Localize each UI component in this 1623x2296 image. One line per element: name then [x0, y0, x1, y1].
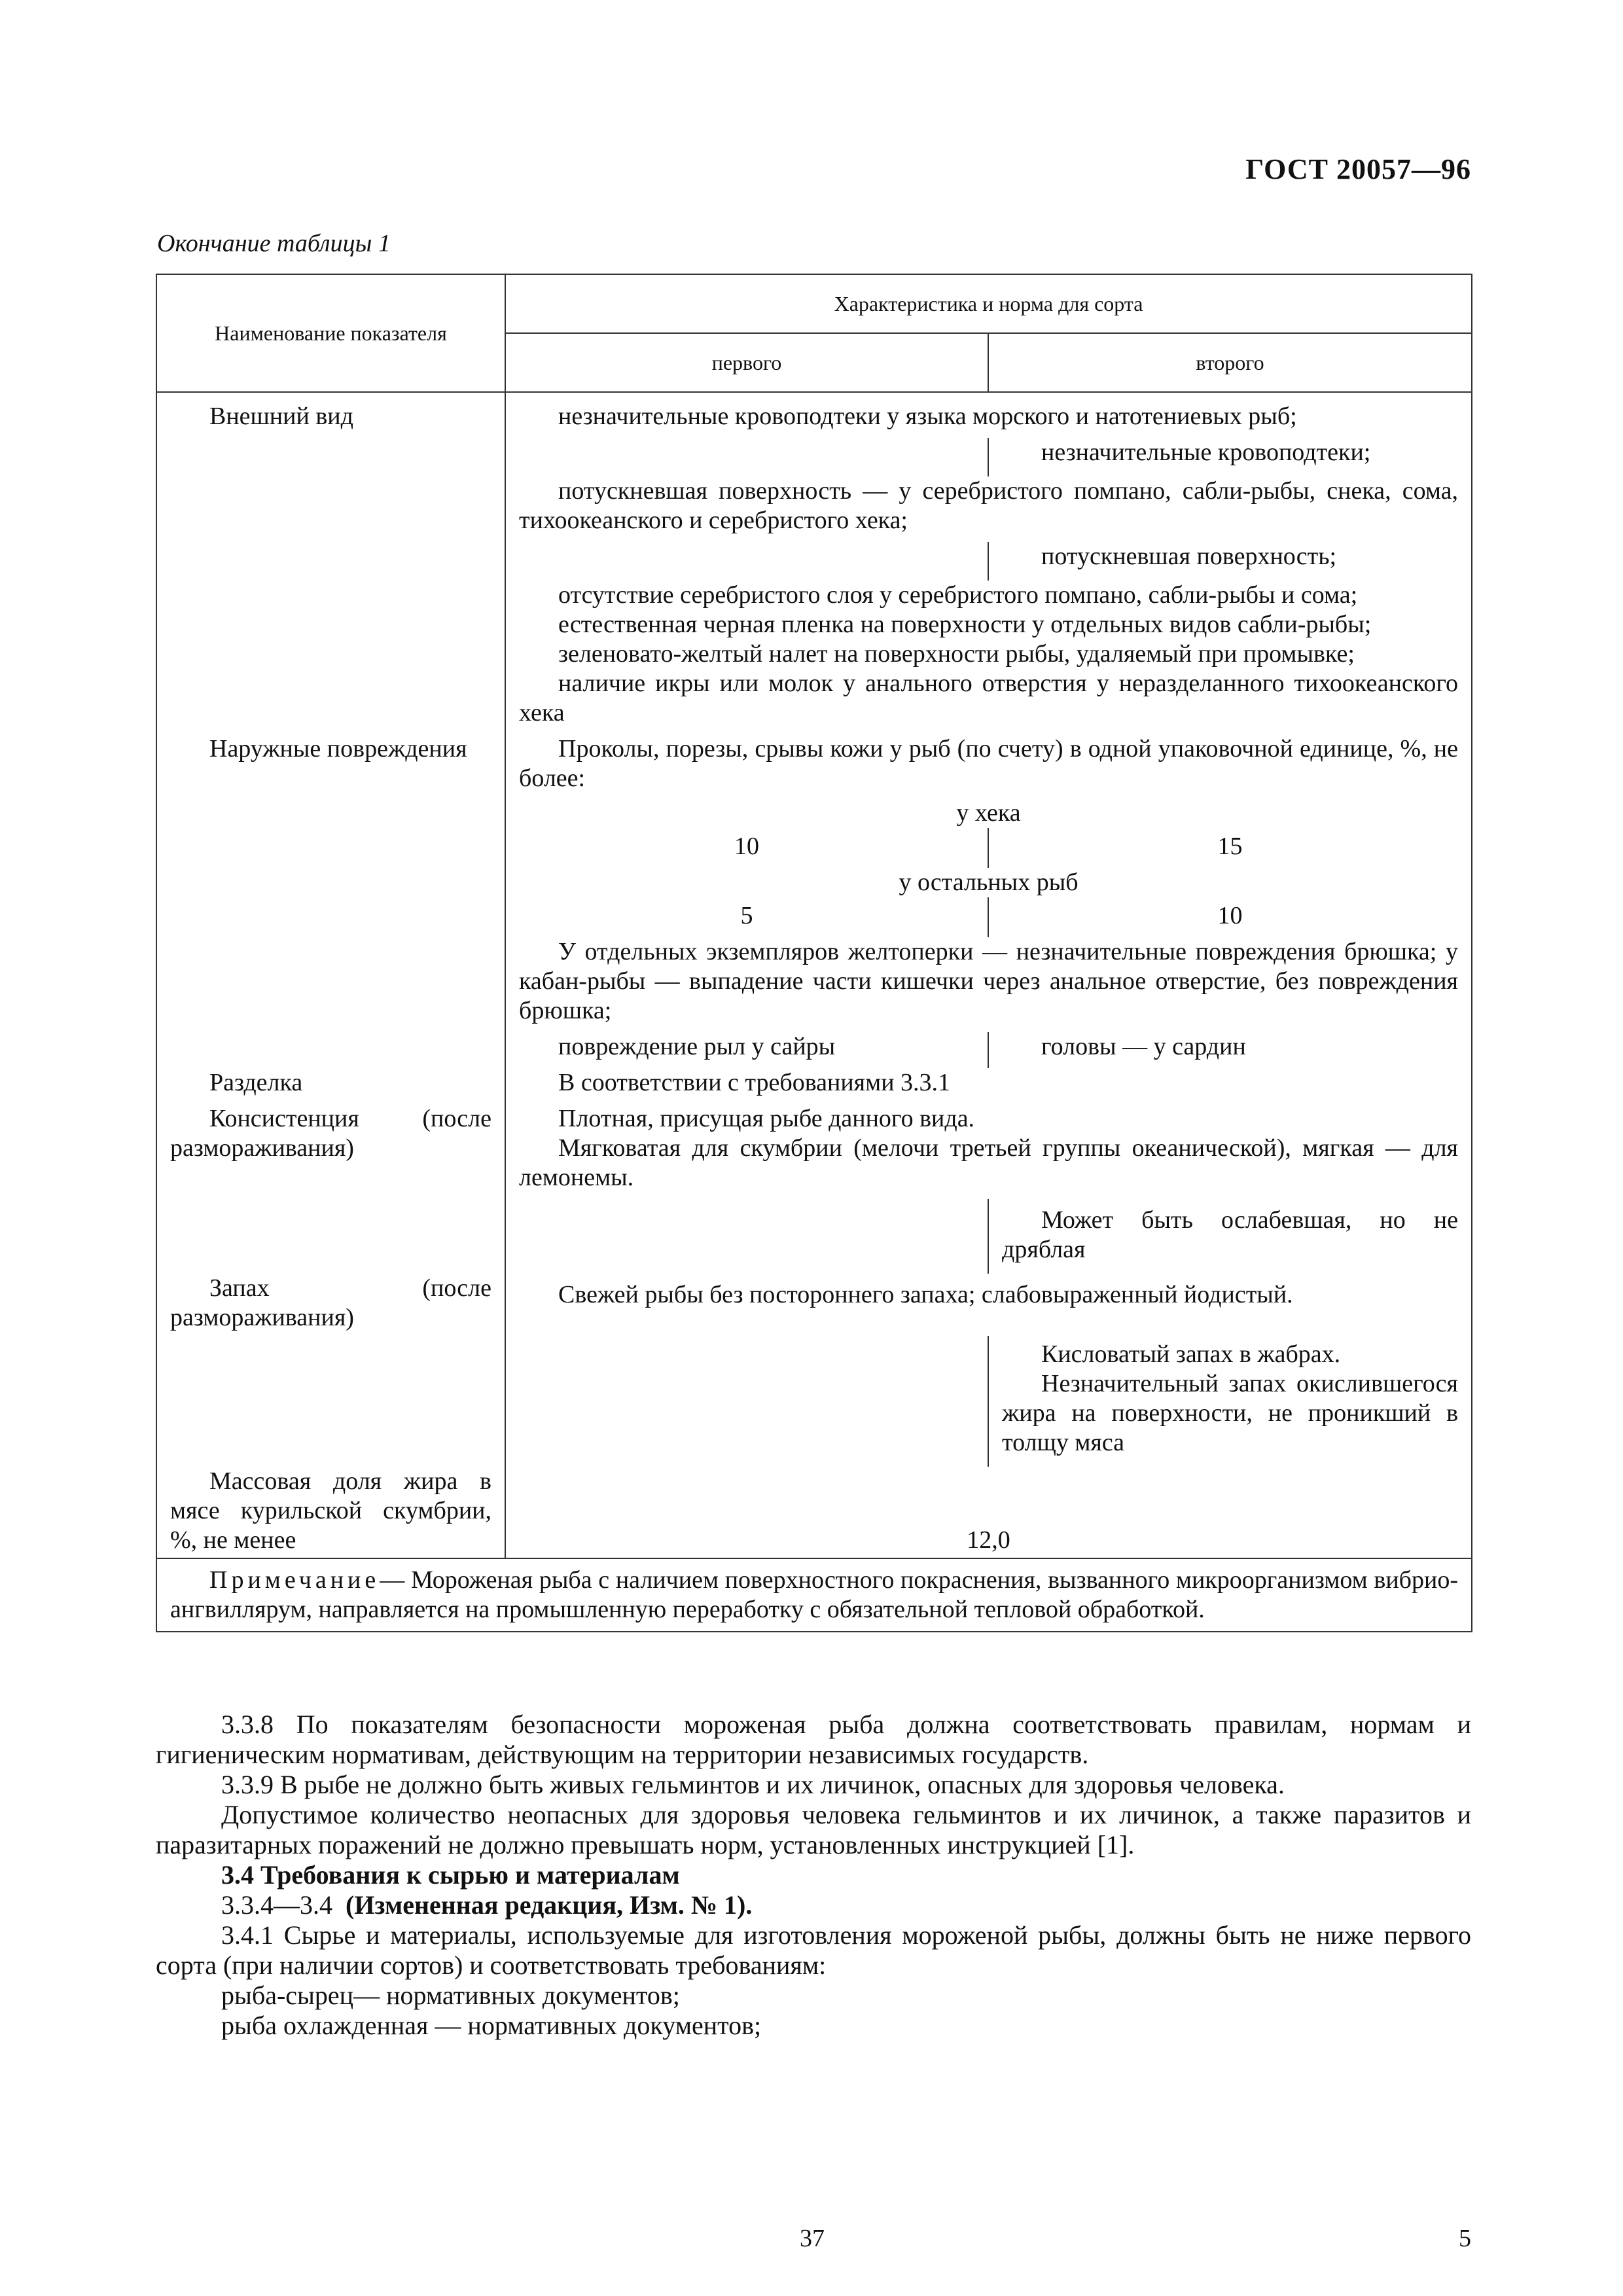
list-item: рыба-сырец— нормативных документов;	[221, 1981, 680, 2010]
cell-first	[505, 1336, 988, 1467]
cell-first: 10	[505, 828, 988, 868]
cell-first	[505, 1199, 988, 1274]
note-label: Примечание	[209, 1566, 380, 1594]
table-row	[156, 1104, 1472, 1199]
row-name-consistency: Консистенция (после размораживания)	[156, 1104, 505, 1274]
text-line: Плотная, присущая рыбе данного вида.	[558, 1105, 975, 1132]
page-number-right: 5	[1459, 2225, 1471, 2252]
requirements-table	[156, 274, 1472, 1632]
column-header-group: Характеристика и норма для сорта	[505, 274, 1472, 333]
column-header-name: Наименование показателя	[156, 274, 505, 392]
row-name-smell: Запах (после размораживания)	[156, 1274, 505, 1467]
cell-text: незначительные кровоподтеки у языка морского и натотениевых рыб;	[505, 402, 1472, 438]
body-text	[156, 1710, 1471, 2041]
text-line: зеленовато-желтый налет на поверхности рыбы, удаляемый при промывке;	[558, 640, 1355, 668]
row-name-cutting: Разделка	[156, 1068, 505, 1104]
table-row	[156, 1032, 1472, 1068]
note-text: — Мороженая рыба с наличием поверхностного покраснения, вызванного микроорганизмом вибрио-ангвиллярум, направляется на промышленную переработку с обязательной тепловой обработкой.	[170, 1566, 1459, 1623]
cell-first: повреждение рыл у сайры	[505, 1032, 988, 1068]
table-caption: Окончание таблицы 1	[157, 230, 391, 257]
paragraph-amendment	[156, 1890, 1471, 1920]
text-line: естественная черная пленка на поверхности у отдельных видов сабли-рыбы;	[558, 611, 1372, 638]
column-header-second: второго	[988, 333, 1472, 392]
table-row	[156, 1068, 1472, 1104]
list-item: рыба охлажденная — нормативных документов;	[221, 2011, 762, 2040]
table-row	[156, 734, 1472, 798]
row-name-appearance: Внешний вид	[156, 402, 505, 734]
standard-number: ГОСТ 20057—96	[1245, 153, 1471, 185]
cell-second	[988, 1336, 1472, 1467]
section-heading-3-4: 3.4 Требования к сырью и материалам	[221, 1860, 680, 1890]
cell-fat-value: 12,0	[505, 1467, 1472, 1558]
table-row	[156, 1467, 1472, 1558]
cell-second: головы — у сардин	[988, 1032, 1472, 1068]
cell-second: 15	[988, 828, 1472, 868]
paragraph-3-3-8: 3.3.8 По показателям безопасности мороженая рыба должна соответствовать правилам, нормам и гигиеническим нормативам, действующим на территории независимых государств.	[156, 1710, 1471, 1769]
paragraph-3-4-1: 3.4.1 Сырье и материалы, используемые для изготовления мороженой рыбы, должны быть не ниже первого сорта (при наличии сортов) и соответствовать требованиям:	[156, 1920, 1471, 1980]
cell-second: потускневшая поверхность;	[988, 542, 1472, 581]
cell-empty	[156, 1032, 505, 1068]
row-name-fat: Массовая доля жира в мясе курильской скумбрии, %, не менее	[156, 1467, 505, 1558]
table-row	[156, 402, 1472, 438]
cell-second: Может быть ослабевшая, но не дряблая	[988, 1199, 1472, 1274]
cell-second: незначительные кровоподтеки;	[988, 438, 1472, 476]
amendment-range: 3.3.4—3.4	[221, 1890, 332, 1920]
text-line: Кисловатый запах в жабрах.	[1041, 1340, 1341, 1368]
cell-text: В соответствии с требованиями 3.3.1	[505, 1068, 1472, 1104]
cell-first: 5	[505, 897, 988, 937]
text-line: Незначительный запах окислившегося жира на поверхности, не проникший в толщу мяса	[1002, 1370, 1459, 1456]
cell-text: Проколы, порезы, срывы кожи у рыб (по счету) в одной упаковочной единице, %, не более:	[505, 734, 1472, 798]
paragraph-helminths: Допустимое количество неопасных для здоровья человека гельминтов и их личинок, а также паразитов и паразитарных поражений не должно превышать норм, установленных инструкцией [1].	[156, 1800, 1471, 1859]
cell-text: Свежей рыбы без постороннего запаха; слабовыраженный йодистый.	[505, 1274, 1472, 1336]
text-line: наличие икры или молок у анального отверстия у неразделанного тихоокеанского хека	[519, 670, 1459, 726]
table-note	[156, 1558, 1472, 1632]
cell-text	[505, 581, 1472, 734]
column-header-first: первого	[505, 333, 988, 392]
cell-subheading-other: у остальных рыб	[505, 868, 1472, 897]
table-row	[156, 1274, 1472, 1336]
cell-subheading-hake: у хека	[505, 798, 1472, 828]
cell-text: потускневшая поверхность — у серебристого помпано, сабли-рыбы, снека, сома, тихоокеанского и серебристого хека;	[505, 476, 1472, 542]
cell-first	[505, 438, 988, 476]
amendment-note: (Измененная редакция, Изм. № 1).	[346, 1890, 753, 1920]
text-line: отсутствие серебристого слоя у серебристого помпано, сабли-рыбы и сома;	[558, 581, 1358, 609]
cell-second: 10	[988, 897, 1472, 937]
cell-text	[505, 1104, 1472, 1199]
page-number-center: 37	[800, 2225, 825, 2252]
cell-text: У отдельных экземпляров желтоперки — незначительные повреждения брюшка; у кабан-рыбы — выпадение части кишечки через анальное отверстие, без повреждения брюшка;	[505, 937, 1472, 1032]
text-line: Мягковатая для скумбрии (мелочи третьей группы океанической), мягкая — для лемонемы.	[519, 1134, 1459, 1191]
row-name-damage: Наружные повреждения	[156, 734, 505, 1032]
cell-first	[505, 542, 988, 581]
table-note-row	[156, 1558, 1472, 1632]
paragraph-3-3-9: 3.3.9 В рыбе не должно быть живых гельминтов и их личинок, опасных для здоровья человека.	[221, 1770, 1285, 1799]
